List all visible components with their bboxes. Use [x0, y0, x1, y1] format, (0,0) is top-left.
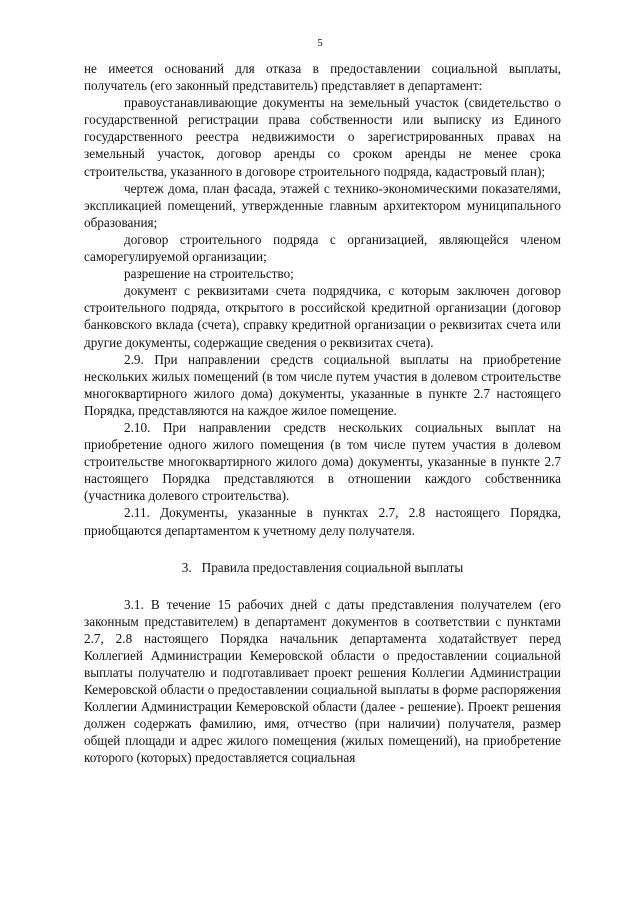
- paragraph-construction-contract: договор строительного подряда с организацией, являющейся членом саморегулируемой организации;: [84, 231, 561, 265]
- paragraph-account-details: документ с реквизитами счета подрядчика, с которым заключен договор строительного подряда, открытого в российской кредитной организации (договор банковского вклада (счета), справку кредитной организации о реквизитах счета или другие документы, содержащие сведения о реквизитах счета).: [84, 283, 561, 350]
- page-number: 5: [317, 37, 323, 49]
- section-title: Правила предоставления социальной выплаты: [201, 559, 464, 575]
- section-number: 3.: [181, 559, 192, 575]
- paragraph-3-1: 3.1. В течение 15 рабочих дней с даты представления получателем (его законным представителем) в департамент документов в соответствии с пунктами 2.7, 2.8 настоящего Порядка начальник департамента ходатайствует перед Коллегией Администрации Кемеровской области о предоставлении социальной выплаты получателю и подготавливает проект решения Коллегии Администрации Кемеровской области о предоставлении социальной выплаты в форме распоряжения Коллегии Администрации Кемеровской области (далее - решение). Проект решения должен содержать фамилию, имя, отчество (при наличии) получателя, размер общей площади и адрес жилого помещения (жилых помещений), на приобретение которого (которых) предоставляется социальная: [84, 596, 561, 766]
- document-body: [84, 60, 561, 767]
- paragraph-building-permit: разрешение на строительство;: [124, 266, 294, 282]
- paragraph-house-drawing: чертеж дома, план фасада, этажей с технико-экономическими показателями, экспликацией помещений, утвержденные главным архитектором муниципального образования;: [84, 180, 561, 230]
- paragraph-2-10: 2.10. При направлении средств нескольких социальных выплат на приобретение одного жилого помещения (в том числе путем участия в долевом строительстве многоквартирного жилого дома) документы, указанные в пункте 2.7 настоящего Порядка представляются в отношении каждого собственника (участника долевого строительства).: [84, 419, 561, 504]
- paragraph-continuation: не имеется оснований для отказа в предоставлении социальной выплаты, получатель (его законный представитель) представляет в департамент:: [84, 61, 561, 94]
- paragraph-land-documents: правоустанавливающие документы на земельный участок (свидетельство о государственной регистрации права собственности или выписку из Единого государственного реестра недвижимости о зарегистрированных правах на земельный участок, договор аренды со сроком аренды не менее срока строительства, указанного в договоре строительного подряда, кадастровый план);: [84, 95, 561, 179]
- section-heading: [84, 559, 561, 576]
- paragraph-2-9: 2.9. При направлении средств социальной выплаты на приобретение нескольких жилых помещений (в том числе путем участия в долевом строительстве многоквартирного жилого дома) документы, указанные в пункте 2.7 настоящего Порядка, представляются на каждое жилое помещение.: [84, 351, 561, 418]
- paragraph-2-11: 2.11. Документы, указанные в пунктах 2.7, 2.8 настоящего Порядка, приобщаются департаментом к учетному делу получателя.: [84, 505, 561, 538]
